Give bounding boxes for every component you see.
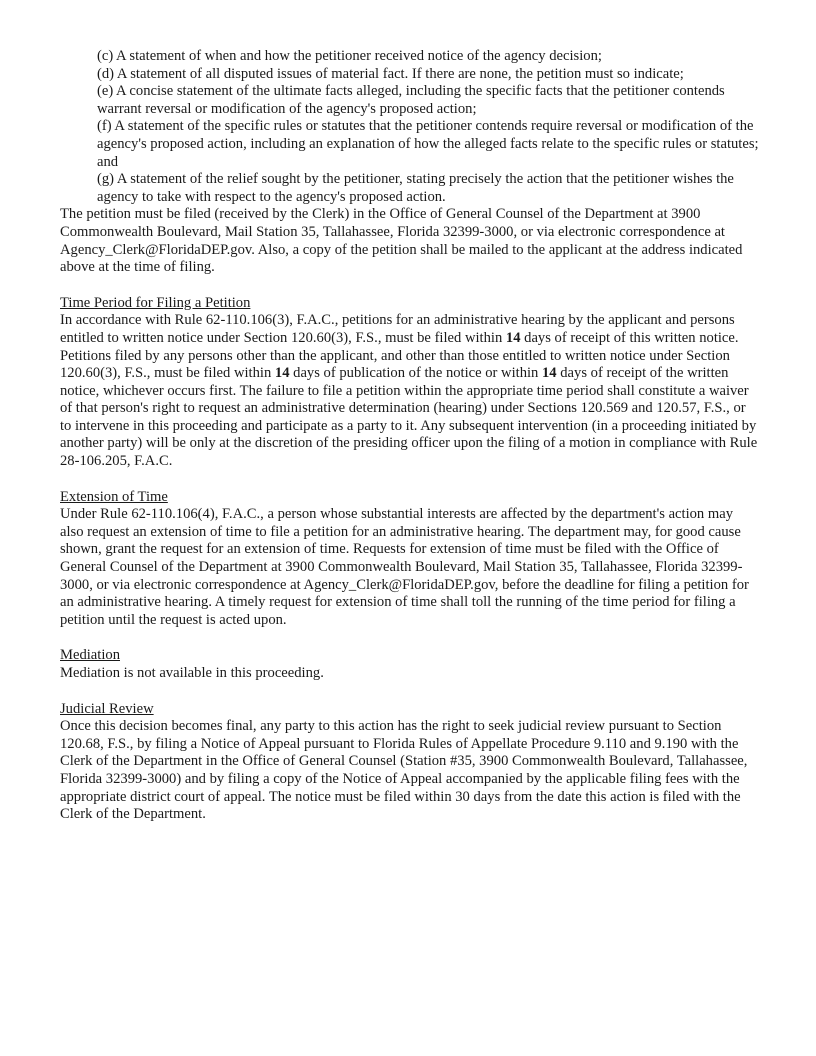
time-period-part-3: days of publication of the notice or within — [289, 365, 542, 382]
time-period-part-1: In accordance with Rule 62-110.106(3), F.A.C., petitions for an administrative hearing by the applicant and persons entitled to written notice under Section 120.60(3), F.S., must be filed within — [60, 312, 735, 346]
extension-heading: Extension of Time — [60, 488, 168, 505]
mediation-paragraph: Mediation is not available in this proceeding. — [60, 665, 324, 681]
petition-requirements-list — [60, 48, 760, 206]
mediation-heading: Mediation — [60, 647, 120, 664]
extension-paragraph: Under Rule 62-110.106(4), F.A.C., a person whose substantial interests are affected by the department's action may also request an extension of time to file a petition for an administrative hearing. The department may, for good cause shown, grant the request for an extension of time. Requests for extension of time must be filed with the Office of General Counsel of the Department at 3900 Commonwealth Boulevard, Mail Station 35, Tallahassee, Florida 32399-3000, or via electronic correspondence at Agency_Clerk@FloridaDEP.gov, before the deadline for filing a petition for an administrative hearing. A timely request for extension of time shall toll the running of the time period for filing a petition until the request is acted upon. — [60, 506, 749, 628]
days-value-2: 14 — [274, 365, 290, 382]
list-item-g: (g) A statement of the relief sought by the petitioner, stating precisely the action that the petitioner wishes the agency to take with respect to the agency's proposed action. — [97, 171, 734, 205]
filing-paragraph: The petition must be filed (received by the Clerk) in the Office of General Counsel of the Department at 3900 Commonwealth Boulevard, Mail Station 35, Tallahassee, Florida 32399-3000, or via electronic correspondence at Agency_Clerk@FloridaDEP.gov. Also, a copy of the petition shall be mailed to the applicant at the address indicated above at the time of filing. — [60, 206, 743, 276]
time-period-heading: Time Period for Filing a Petition — [60, 294, 251, 311]
time-period-part-4: days of receipt of the written notice, whichever occurs first. The failure to file a petition within the appropriate time period shall constitute a waiver of that person's right to request an administrative determination (hearing) under Sections 120.569 and 120.57, F.S., or to intervene in this proceeding and participate as a party to it. Any subsequent intervention (in a proceeding initiated by another party) will be only at the discretion of the presiding officer upon the filing of a motion in compliance with Rule 28-106.205, F.A.C. — [60, 365, 758, 470]
list-item-e: (e) A concise statement of the ultimate facts alleged, including the specific facts that the petitioner contends warrant reversal or modification of the agency's proposed action; — [97, 83, 725, 117]
judicial-review-heading: Judicial Review — [60, 700, 154, 717]
list-item-d: (d) A statement of all disputed issues of material fact. If there are none, the petition must so indicate; — [97, 65, 684, 82]
days-value-3: 14 — [542, 365, 557, 382]
list-item-f: (f) A statement of the specific rules or statutes that the petitioner contends require reversal or modification of the agency's proposed action, including an explanation of how the alleged facts relate to the specific rules or statutes; and — [97, 118, 759, 170]
document-page — [60, 48, 760, 824]
time-period-part-2: days of receipt of this written notice. Petitions filed by any persons other than the applicant, and other than those entitled to written notice under Section 120.60(3), F.S., must be filed within — [60, 329, 739, 382]
days-value-1: 14 — [505, 329, 521, 346]
judicial-review-paragraph: Once this decision becomes final, any party to this action has the right to seek judicial review pursuant to Section 120.68, F.S., by filing a Notice of Appeal pursuant to Florida Rules of Appellate Procedure 9.110 and 9.190 with the Clerk of the Department in the Office of General Counsel (Station #35, 3900 Commonwealth Boulevard, Tallahassee, Florida 32399-3000) and by filing a copy of the Notice of Appeal accompanied by the applicable filing fees with the appropriate district court of appeal. The notice must be filed within 30 days from the date this action is filed with the Clerk of the Department. — [60, 718, 748, 823]
list-item-c: (c) A statement of when and how the petitioner received notice of the agency decision; — [97, 48, 602, 64]
time-period-paragraph — [60, 312, 760, 470]
